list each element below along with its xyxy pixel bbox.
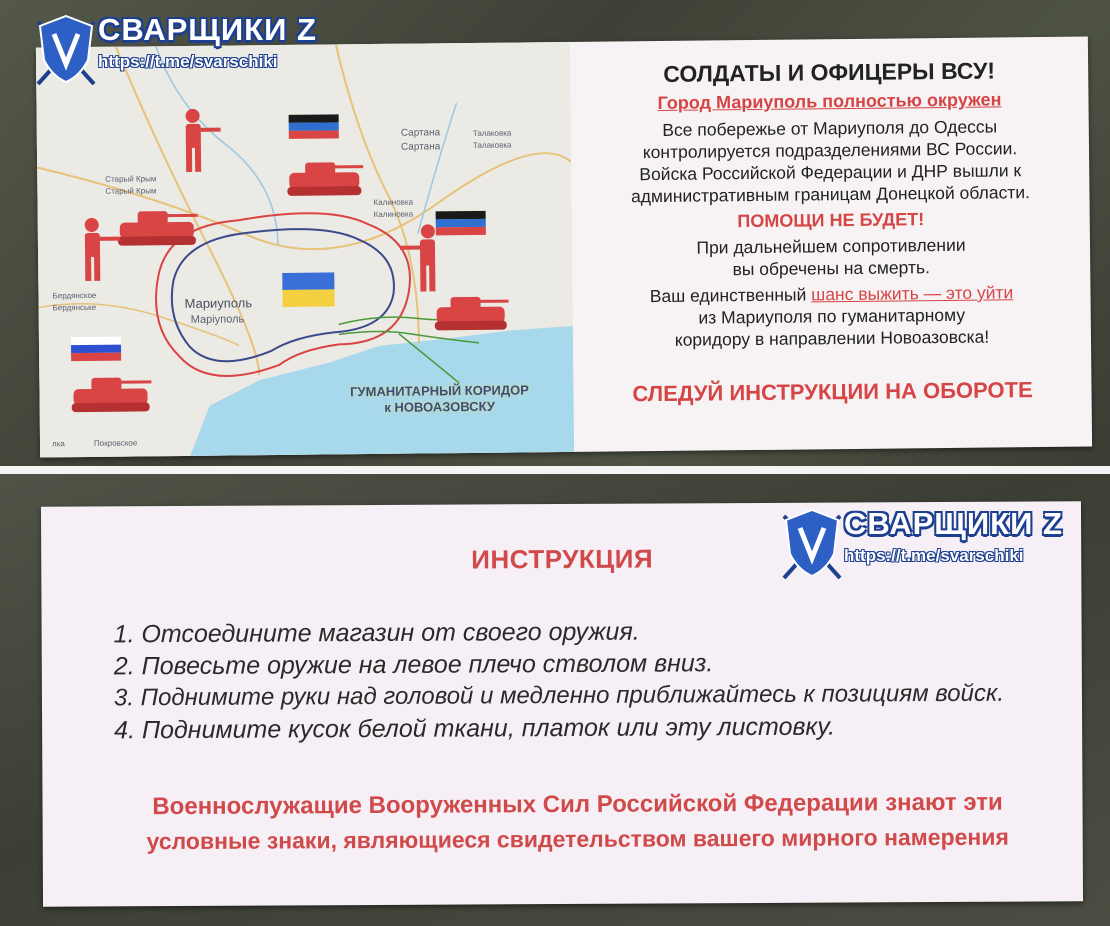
front-paragraph-1-line: административным границам Донецкой области. [630,182,1031,207]
watermark-url: https://t.me/svarschiki [98,52,278,71]
front-paragraph-3-line: из Мариуполя по гуманитарному [698,304,966,328]
image-divider [0,466,1110,474]
front-text-block [570,37,1092,452]
map-label-lka: лка [51,439,65,449]
corridor-label-line1: ГУМАНИТАРНЫЙ КОРИДОР [350,382,529,400]
map-label-berdyanskoe: Бердянское [52,290,97,301]
ukraine-flag [282,272,334,307]
back-footer-line2: условные знаки, являющиеся свидетельством вашего мирного намерения [146,823,1009,855]
map-label-mariupol: Мариуполь [184,295,253,311]
watermark-title: СВАРЩИКИ Z [98,12,317,47]
instruction-step: 3. Поднимите руки над головой и медленно приближайтесь к позициям войск. [113,679,1005,712]
tank-icon [114,204,200,249]
front-paragraph-1-line: контролируется подразделениями ВС России. [642,138,1018,163]
instruction-list [114,614,1005,747]
soldier-icon [400,223,445,293]
shield-logo-icon [34,12,98,90]
watermark-title: СВАРЩИКИ Z [844,506,1063,541]
soldier-icon [76,217,121,283]
russia-flag [71,337,121,362]
map-label-stary-krym: Старый Крым [105,174,157,184]
dpr-flag [289,114,339,139]
front-paragraph-1 [571,114,1090,207]
soldier-icon [177,108,222,174]
tank-icon [430,291,510,334]
map-label-berdyanskoe-ua: Бердянське [52,302,97,313]
map-area [36,42,574,458]
front-title: СОЛДАТЫ И ОФИЦЕРЫ ВСУ! [663,57,996,87]
map-label-talakovka-ua: Талаковка [472,140,512,150]
front-paragraph-3-line: коридору в направлении Новоазовска! [674,326,990,350]
front-paragraph-2-line: вы обречены на смерть. [732,257,931,280]
watermark-bottom [780,506,1100,586]
instruction-step: 4. Поднимите кусок белой ткани, платок или эту листовку. [114,712,836,745]
back-footer [72,785,1082,858]
front-paragraph-1-line: Войска Российской Федерации и ДНР вышли к [639,160,1022,185]
map-label-mariupol-ua: Маріуполь [190,313,245,326]
tank-icon [283,156,365,199]
front-subtitle: Город Мариуполь полностью окружен [657,89,1002,114]
front-paragraph-3 [572,280,1091,351]
front-no-help: ПОМОЩИ НЕ БУДЕТ! [737,209,925,232]
map-label-stary-krym-ua: Старый Крым [105,186,157,196]
map-label-kalinovka-ua: Калиновка [373,209,414,219]
front-paragraph-2-line: При дальнейшем сопротивлении [696,234,966,258]
back-title: ИНСТРУКЦИЯ [471,543,654,575]
front-paragraph-2 [572,232,1090,281]
back-footer-line1: Военнослужащие Вооруженных Сил Российской Федерации знают эти [152,788,1003,821]
watermark-url: https://t.me/svarschiki [844,546,1024,565]
instruction-step: 1. Отсоедините магазин от своего оружия. [113,617,640,649]
instruction-step: 2. Повесьте оружие на левое плечо стволом вниз. [113,649,714,681]
map-label-pokrovskoe: Покровское [93,438,138,448]
humanitarian-corridor-label [309,382,569,417]
map-label-sartana: Сартана [400,127,441,139]
shield-logo-icon [780,506,844,584]
map-label-kalinovka: Калиновка [373,197,414,207]
front-p3-plain: Ваш единственный [649,284,812,307]
front-paragraph-1-line: Все побережье от Мариуполя до Одессы [662,116,998,140]
corridor-label-line2: к НОВОАЗОВСКУ [384,398,496,415]
map-label-talakovka: Талаковка [472,128,512,138]
map-label-sartana-ua: Сартана [400,141,441,153]
front-p3-underlined: шанс выжить — это уйти [811,282,1014,305]
leaflet-front [36,37,1092,458]
watermark-top [34,12,354,92]
front-cta: СЛЕДУЙ ИНСТРУКЦИИ НА ОБОРОТЕ [632,377,1033,407]
tank-icon [67,370,153,415]
